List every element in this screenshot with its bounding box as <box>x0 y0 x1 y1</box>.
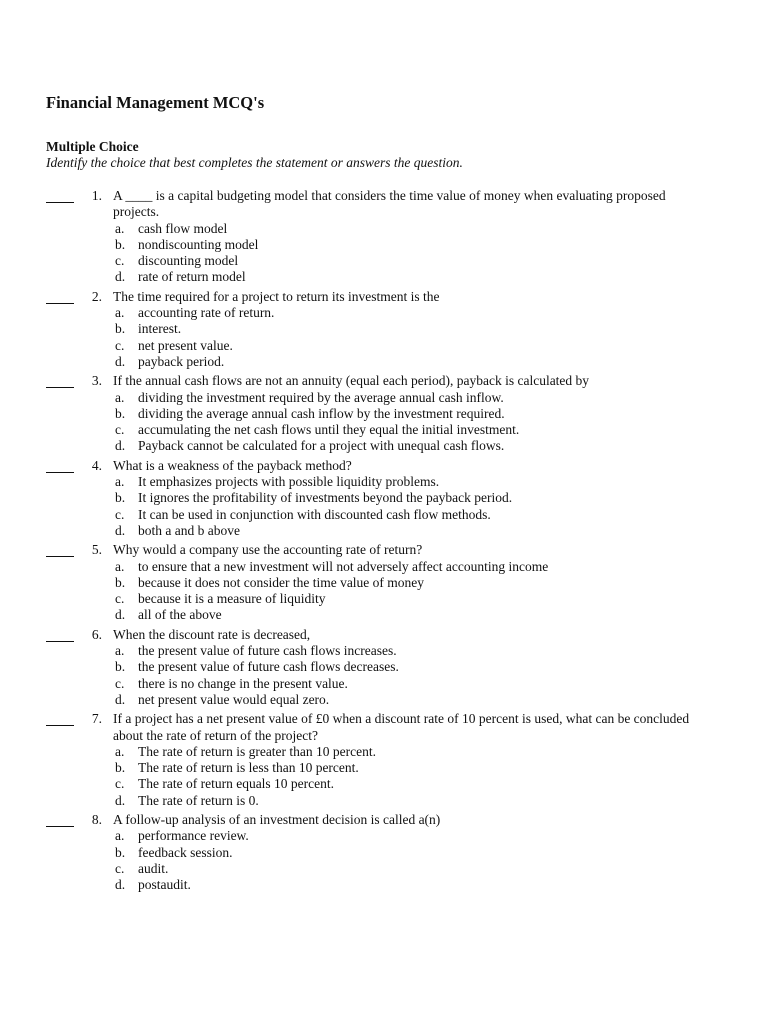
choice-list <box>0 305 768 370</box>
choice-option <box>0 559 768 575</box>
answer-blank[interactable] <box>46 188 74 203</box>
question-text: If the annual cash flows are not an annuity (equal each period), payback is calculated by <box>113 373 590 389</box>
choice-letter: a. <box>115 389 125 405</box>
choice-text: It emphasizes projects with possible liquidity problems. <box>138 474 440 490</box>
choice-text: payback period. <box>138 353 225 369</box>
choice-option <box>0 406 768 422</box>
choice-option <box>0 877 768 893</box>
question-number: 7. <box>91 711 102 727</box>
choice-option <box>0 523 768 539</box>
choice-list <box>0 559 768 624</box>
choice-text: performance review. <box>138 828 249 844</box>
question-number: 2. <box>91 288 102 304</box>
choice-option <box>0 828 768 844</box>
choice-letter: a. <box>115 643 125 659</box>
question-item <box>0 188 768 286</box>
choice-list <box>0 744 768 809</box>
choice-option <box>0 744 768 760</box>
question-item <box>0 812 768 893</box>
choice-letter: d. <box>115 522 126 538</box>
answer-blank[interactable] <box>46 711 74 726</box>
choice-text: The rate of return is less than 10 percent. <box>138 760 359 776</box>
choice-letter: c. <box>115 337 125 353</box>
choice-text: feedback session. <box>138 844 233 860</box>
question-number: 1. <box>91 188 102 203</box>
answer-blank[interactable] <box>46 542 74 557</box>
choice-text: Payback cannot be calculated for a project with unequal cash flows. <box>138 438 505 454</box>
choice-option <box>0 845 768 861</box>
choice-letter: a. <box>115 743 125 759</box>
question-number: 3. <box>91 373 102 389</box>
choice-text: nondiscounting model <box>138 236 259 252</box>
choice-letter: c. <box>115 422 125 438</box>
question-text: The time required for a project to return its investment is the <box>113 288 440 304</box>
choice-letter: d. <box>115 877 126 893</box>
choice-option <box>0 507 768 523</box>
choice-letter: b. <box>115 659 126 675</box>
choice-text: discounting model <box>138 253 239 269</box>
choice-letter: b. <box>115 844 126 860</box>
choice-text: net present value. <box>138 337 233 353</box>
choice-letter: c. <box>115 776 125 792</box>
choice-option <box>0 474 768 490</box>
choice-letter: b. <box>115 321 126 337</box>
choice-option <box>0 760 768 776</box>
question-item <box>0 289 768 370</box>
choice-letter: a. <box>115 558 125 574</box>
choice-list <box>0 643 768 708</box>
choice-text: accumulating the net cash flows until they equal the initial investment. <box>138 422 520 438</box>
choice-text: all of the above <box>138 607 222 623</box>
question-item <box>0 711 768 809</box>
choice-letter: d. <box>115 353 126 369</box>
choice-list <box>0 474 768 539</box>
choice-text: dividing the investment required by the average annual cash inflow. <box>138 389 504 405</box>
choice-text: interest. <box>138 321 182 337</box>
choice-option <box>0 438 768 454</box>
choice-letter: b. <box>115 236 126 252</box>
question-number: 5. <box>91 542 102 558</box>
choice-letter: c. <box>115 591 125 607</box>
choice-option <box>0 676 768 692</box>
choice-letter: c. <box>115 253 125 269</box>
choice-text: rate of return model <box>138 269 246 285</box>
choice-letter: c. <box>115 860 125 876</box>
choice-letter: a. <box>115 220 125 236</box>
choice-text: to ensure that a new investment will not adversely affect accounting income <box>138 558 549 574</box>
choice-option <box>0 305 768 321</box>
choice-option <box>0 253 768 269</box>
document-title: Financial Management MCQ's <box>46 93 265 112</box>
choice-list <box>0 221 768 286</box>
choice-text: cash flow model <box>138 220 228 236</box>
choice-text: because it is a measure of liquidity <box>138 591 326 607</box>
choice-letter: b. <box>115 574 126 590</box>
question-number: 4. <box>91 457 102 473</box>
choice-text: both a and b above <box>138 522 240 538</box>
question-item <box>0 458 768 539</box>
instructions-text: Identify the choice that best completes the statement or answers the question. <box>46 155 463 170</box>
choice-option <box>0 692 768 708</box>
choice-text: It can be used in conjunction with discounted cash flow methods. <box>138 506 491 522</box>
choice-text: the present value of future cash flows increases. <box>138 643 397 659</box>
choice-letter: a. <box>115 474 125 490</box>
choice-option <box>0 237 768 253</box>
choice-letter: d. <box>115 607 126 623</box>
choice-text: net present value would equal zero. <box>138 691 330 707</box>
choice-letter: d. <box>115 269 126 285</box>
choice-letter: d. <box>115 691 126 707</box>
choice-text: It ignores the profitability of investments beyond the payback period. <box>138 490 513 506</box>
choice-option <box>0 643 768 659</box>
question-text: A ____ is a capital budgeting model that considers the time value of money when evaluating proposed projects. <box>113 188 666 220</box>
question-text: What is a weakness of the payback method? <box>113 457 352 473</box>
question-item <box>0 373 768 454</box>
choice-option <box>0 575 768 591</box>
choice-option <box>0 221 768 237</box>
choice-letter: a. <box>115 828 125 844</box>
answer-blank[interactable] <box>46 627 74 642</box>
question-item <box>0 542 768 623</box>
choice-letter: b. <box>115 490 126 506</box>
answer-blank[interactable] <box>46 289 74 304</box>
choice-option <box>0 793 768 809</box>
choice-option <box>0 861 768 877</box>
choice-option <box>0 490 768 506</box>
choice-list <box>0 828 768 893</box>
answer-blank[interactable] <box>46 373 74 388</box>
choice-option <box>0 659 768 675</box>
choice-option <box>0 354 768 370</box>
choice-list <box>0 390 768 455</box>
choice-option <box>0 390 768 406</box>
question-list <box>0 188 768 893</box>
question-item <box>0 627 768 708</box>
choice-option <box>0 591 768 607</box>
choice-text: The rate of return equals 10 percent. <box>138 776 335 792</box>
choice-text: postaudit. <box>138 877 191 893</box>
question-text: A follow-up analysis of an investment decision is called a(n) <box>113 811 441 827</box>
question-number: 6. <box>91 626 102 642</box>
choice-text: audit. <box>138 860 169 876</box>
choice-option <box>0 338 768 354</box>
choice-letter: c. <box>115 506 125 522</box>
choice-text: the present value of future cash flows decreases. <box>138 659 399 675</box>
choice-letter: a. <box>115 305 125 321</box>
choice-option <box>0 776 768 792</box>
choice-text: The rate of return is 0. <box>138 792 259 808</box>
question-text: If a project has a net present value of £0 when a discount rate of 10 percent is used, what can be concluded about the rate of return of the project? <box>113 711 690 743</box>
choice-option <box>0 321 768 337</box>
choice-text: there is no change in the present value. <box>138 675 348 691</box>
question-text: When the discount rate is decreased, <box>113 626 311 642</box>
choice-letter: d. <box>115 438 126 454</box>
choice-letter: b. <box>115 760 126 776</box>
choice-letter: c. <box>115 675 125 691</box>
question-number: 8. <box>91 811 102 827</box>
answer-blank[interactable] <box>46 458 74 473</box>
answer-blank[interactable] <box>46 812 74 827</box>
choice-text: The rate of return is greater than 10 percent. <box>138 743 377 759</box>
section-heading: Multiple Choice <box>46 139 139 154</box>
choice-option <box>0 422 768 438</box>
choice-text: accounting rate of return. <box>138 305 275 321</box>
choice-letter: b. <box>115 405 126 421</box>
choice-text: dividing the average annual cash inflow by the investment required. <box>138 405 505 421</box>
question-text: Why would a company use the accounting rate of return? <box>113 542 423 558</box>
choice-option <box>0 269 768 285</box>
choice-letter: d. <box>115 792 126 808</box>
choice-option <box>0 607 768 623</box>
choice-text: because it does not consider the time value of money <box>138 574 425 590</box>
